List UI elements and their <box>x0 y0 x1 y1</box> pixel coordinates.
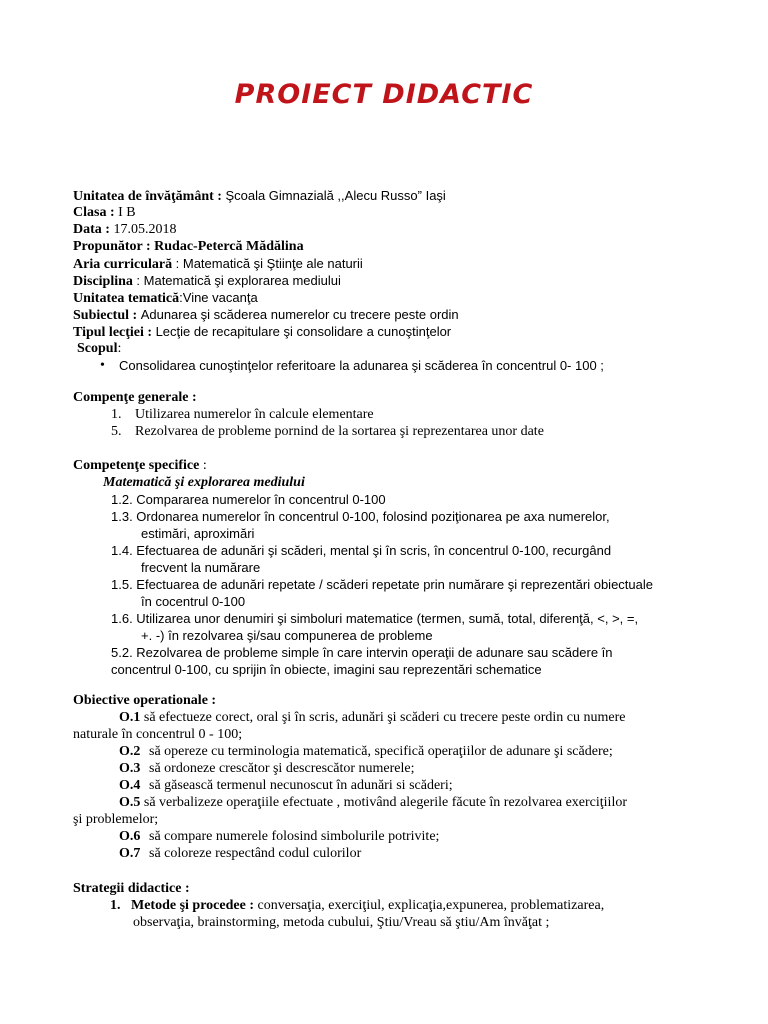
competenta-specifica-item: 1.4. Efectuarea de adunări şi scăderi, mental şi în scris, în concentrul 0-100, recurgând <box>111 543 612 558</box>
item-number: 5. <box>111 424 122 439</box>
strategii-heading: Strategii didactice : <box>73 881 190 896</box>
info-unitatea: Unitatea de învăţământ : Şcoala Gimnazială ,,Alecu Russo” Iaşi <box>73 188 446 204</box>
competenta-specifica-item: concentrul 0-100, cu sprijin în obiecte, imagini sau reprezentări schematice <box>111 662 542 677</box>
info-unitatea-tematica: Unitatea tematică:Vine vacanţa <box>73 290 258 306</box>
competenta-specifica-item: frecvent la numărare <box>141 560 261 575</box>
info-propunator: Propunător : Rudac-Petercă Mădălina <box>73 239 304 254</box>
obiective-heading: Obiective operationale : <box>73 693 217 708</box>
metode-item: 1. Metode şi procedee : conversaţia, exerciţiul, explicaţia,expunerea, problematizarea, <box>110 898 605 913</box>
competenta-specifica-item: 1.2. Compararea numerelor în concentrul 0-100 <box>111 492 386 507</box>
objective-text: să compare numerele folosind simbolurile potrivite; <box>149 829 440 844</box>
competenta-specifica-item: +. -) în rezolvarea şi/sau compunerea de probleme <box>141 628 433 643</box>
info-tipul: Tipul lecţiei : Lecţie de recapitulare şi consolidare a cunoştinţelor <box>73 324 452 340</box>
item-text: Utilizarea numerelor în calcule elementare <box>135 407 374 422</box>
objective-code: O.2 <box>119 744 141 759</box>
objective-item <box>73 743 703 760</box>
competenta-generala-item <box>73 423 703 440</box>
objective-code: O.7 <box>119 846 141 861</box>
competente-specifice-list <box>73 491 703 678</box>
lesson-info <box>73 187 703 374</box>
competenta-specifica-item: 1.6. Utilizarea unor denumiri şi simboluri matematice (termen, sumă, total, diferenţă, <, >, =, <box>111 611 639 626</box>
bullet-icon: • <box>100 358 105 373</box>
objective-item <box>73 777 703 794</box>
objective-item <box>73 828 703 845</box>
info-scopul: Scopul: <box>77 341 122 356</box>
objective-o5-cont: şi problemelor; <box>73 812 159 827</box>
item-number: 1. <box>111 407 122 422</box>
objective-code: O.4 <box>119 778 141 793</box>
objectives-list-2 <box>73 828 703 862</box>
objective-o5: O.5 să verbalizeze operaţiile efectuate , motivând alegerile făcute în rezolvarea exerciţiilor <box>119 795 627 810</box>
scopul-item: • Consolidarea cunoştinţelor referitoare la adunarea şi scăderea în concentrul 0- 100 ; <box>100 358 604 373</box>
competenta-specifica-item: 1.5. Efectuarea de adunări repetate / scăderi repetate prin numărare şi reprezentări obiectuale <box>111 577 653 592</box>
competenta-specifica-item: 1.3. Ordonarea numerelor în concentrul 0-100, folosind poziţionarea pe axa numerelor, <box>111 509 610 524</box>
competente-generale-list <box>73 406 703 440</box>
objective-code: O.3 <box>119 761 141 776</box>
info-subiectul: Subiectul : Adunarea şi scăderea numerelor cu trecere peste ordin <box>73 307 459 323</box>
objectives-list <box>73 743 703 794</box>
competente-generale-heading: Compenţe generale : <box>73 390 197 405</box>
objective-text: să ordoneze crescător şi descrescător numerele; <box>149 761 415 776</box>
metode-item-cont: observaţia, brainstorming, metoda cubului, Ştiu/Vreau să ştiu/Am învăţat ; <box>133 915 550 930</box>
objective-code: O.6 <box>119 829 141 844</box>
competente-specifice-heading: Competenţe specifice : <box>73 458 207 473</box>
document-title: PROIECT DIDACTIC <box>234 79 534 110</box>
objective-item <box>73 845 703 862</box>
strategii-didactice <box>73 880 703 931</box>
item-text: Rezolvarea de probleme pornind de la sortarea şi reprezentarea unor date <box>135 424 544 439</box>
competente-specifice-subject: Matematică şi explorarea mediului <box>103 475 305 490</box>
objective-o1-cont: naturale în concentrul 0 - 100; <box>73 727 243 742</box>
competente-specifice <box>73 457 703 678</box>
info-clasa: Clasa : I B <box>73 205 136 220</box>
objective-text: să găsească termenul necunoscut în adunări si scăderi; <box>149 778 453 793</box>
objective-item <box>73 760 703 777</box>
info-disciplina: Disciplina : Matematică şi explorarea mediului <box>73 273 341 289</box>
competente-generale <box>73 389 703 440</box>
info-data: Data : 17.05.2018 <box>73 222 177 237</box>
objective-text: să coloreze respectând codul culorilor <box>149 846 362 861</box>
obiective-operationale <box>73 692 703 862</box>
competenta-specifica-item: estimări, aproximări <box>141 526 255 541</box>
objective-o1: O.1 să efectueze corect, oral şi în scris, adunări şi scăderi cu trecere peste ordin cu numere <box>119 710 626 725</box>
competenta-specifica-item: în cocentrul 0-100 <box>141 594 246 609</box>
competenta-specifica-item: 5.2. Rezolvarea de probleme simple în care intervin operaţii de adunare sau scădere în <box>111 645 613 660</box>
info-aria: Aria curriculară : Matematică şi Ştiinţe ale naturii <box>73 256 363 272</box>
objective-text: să opereze cu terminologia matematică, specifică operaţiilor de adunare şi scădere; <box>149 744 613 759</box>
competenta-generala-item <box>73 406 703 423</box>
